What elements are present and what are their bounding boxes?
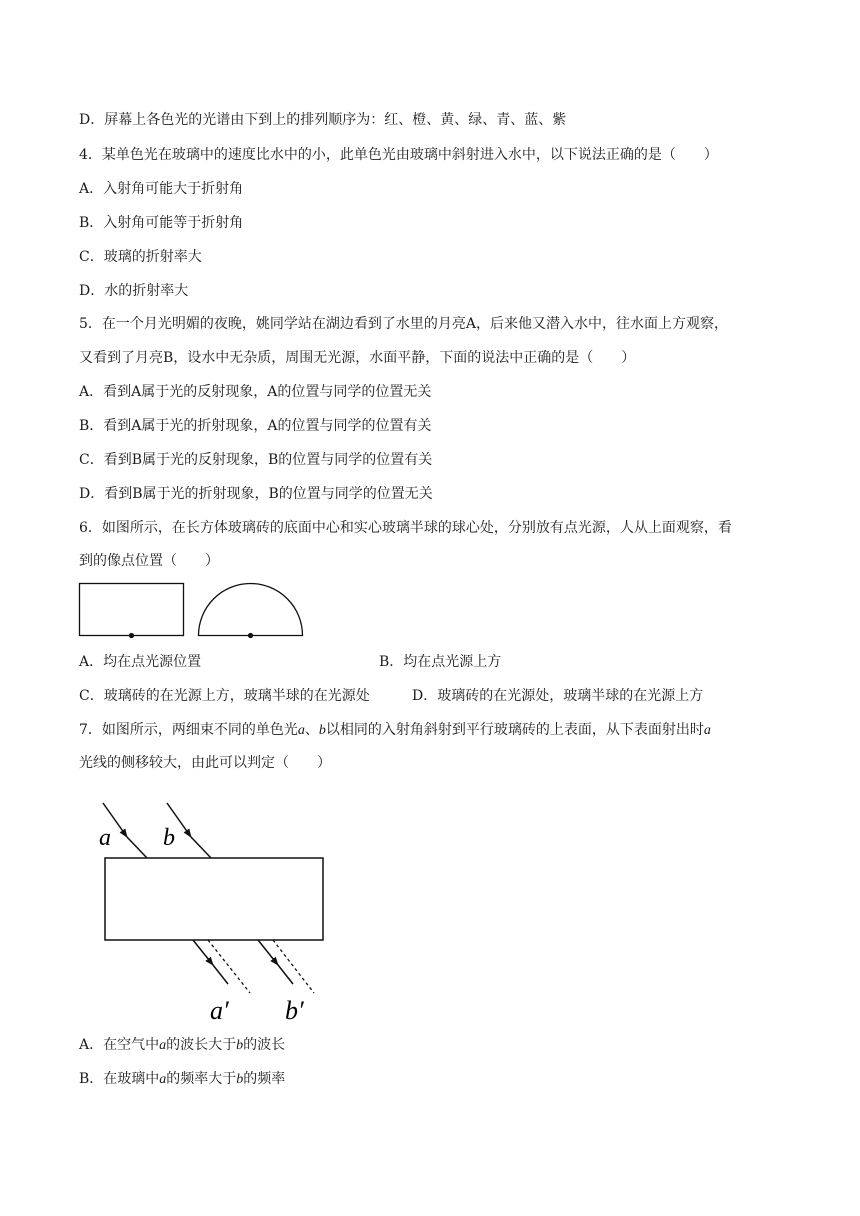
q7-var-a-end: a: [703, 723, 711, 738]
hemisphere-light-source-dot: [248, 633, 253, 638]
q7-stem-line2: 光线的侧移较大，由此可以判定（ ）: [79, 755, 331, 771]
q5-stem-line1: 5．在一个月光明媚的夜晚，姚同学站在湖边看到了水里的月亮A，后来他又潜入水中，往水面上方观察，: [79, 316, 729, 332]
q6-option-b: B．均在点光源上方: [379, 654, 502, 670]
q7-var-b: b: [318, 723, 326, 738]
label-b: b: [163, 825, 175, 851]
q7-option-a: [79, 1035, 285, 1056]
q5-stem-line2: 又看到了月亮B，设水中无杂质，周围无光源，水面平静，下面的说法中正确的是（ ）: [79, 350, 636, 366]
q7-opt-a-text2: 的波长大于: [166, 1037, 237, 1053]
q6-stem-line1: 6．如图所示，在长方体玻璃砖的底面中心和实心玻璃半球的球心处，分别放有点光源，人从上面观察，看: [79, 520, 732, 536]
q7-stem-line1: [79, 720, 711, 741]
ray-a-emergent-upper: [193, 940, 213, 965]
q4-option-a: A．入射角可能大于折射角: [79, 181, 244, 197]
label-b-prime: b′: [285, 996, 304, 1025]
brick-light-source-dot: [129, 633, 134, 638]
q7-figure: [90, 795, 335, 1025]
q7-opt-b-var-b: b: [236, 1072, 244, 1087]
label-a: a: [99, 825, 111, 851]
q7-opt-b-text2: 的频率大于: [166, 1071, 237, 1087]
q7-opt-b-var-a: a: [159, 1072, 167, 1087]
q7-stem-pre: 7．如图所示，两细束不同的单色光: [79, 722, 298, 738]
ray-b-emergent-upper: [258, 940, 278, 965]
label-a-prime: a′: [210, 996, 229, 1025]
q3-option-d: D．屏幕上各色光的光谱由下到上的排列顺序为：红、橙、黄、绿、青、蓝、紫: [79, 112, 567, 128]
q6-stem-line2: 到的像点位置（ ）: [79, 553, 219, 569]
q6-figure: [72, 575, 312, 645]
q7-stem-post: 以相同的入射角斜射到平行玻璃砖的上表面，从下表面射出时: [325, 722, 704, 738]
q7-option-b: [79, 1069, 285, 1090]
glass-hemisphere: [199, 584, 303, 636]
q4-option-c: C．玻璃的折射率大: [79, 249, 202, 265]
q7-opt-a-var-b: b: [236, 1038, 244, 1053]
ray-b-emergent-lower: [278, 965, 293, 984]
q6-option-a: A．均在点光源位置: [79, 654, 202, 670]
q7-sep: 、: [304, 722, 319, 738]
q5-option-c: C．看到B属于光的反射现象，B的位置与同学的位置有关: [79, 452, 433, 468]
q7-opt-b-text1: B．在玻璃中: [79, 1071, 160, 1087]
ray-a-emergent-lower: [213, 965, 228, 984]
q4-stem: 4．某单色光在玻璃中的速度比水中的小，此单色光由玻璃中斜射进入水中，以下说法正确的是（ ）: [79, 147, 718, 163]
ray-a-incident-lower: [127, 837, 147, 858]
parallel-glass-brick: [105, 858, 323, 940]
q7-opt-a-text3: 的波长: [243, 1037, 286, 1053]
q7-opt-a-text1: A．在空气中: [79, 1037, 160, 1053]
glass-brick-rect: [80, 584, 184, 636]
ray-b-incident-lower: [191, 837, 211, 858]
q5-option-d: D．看到B属于光的折射现象，B的位置与同学的位置无关: [79, 486, 433, 502]
q5-option-a: A．看到A属于光的反射现象，A的位置与同学的位置无关: [79, 384, 432, 400]
q4-option-d: D．水的折射率大: [79, 283, 189, 299]
q5-option-b: B．看到A属于光的折射现象，A的位置与同学的位置有关: [79, 418, 432, 434]
q6-option-d: D．玻璃砖的在光源处，玻璃半球的在光源上方: [412, 688, 704, 704]
q7-var-a: a: [297, 723, 305, 738]
q7-opt-a-var-a: a: [159, 1038, 167, 1053]
q4-option-b: B．入射角可能等于折射角: [79, 215, 244, 231]
q6-option-c: C．玻璃砖的在光源上方，玻璃半球的在光源处: [79, 688, 370, 704]
q7-opt-b-text3: 的频率: [243, 1071, 286, 1087]
